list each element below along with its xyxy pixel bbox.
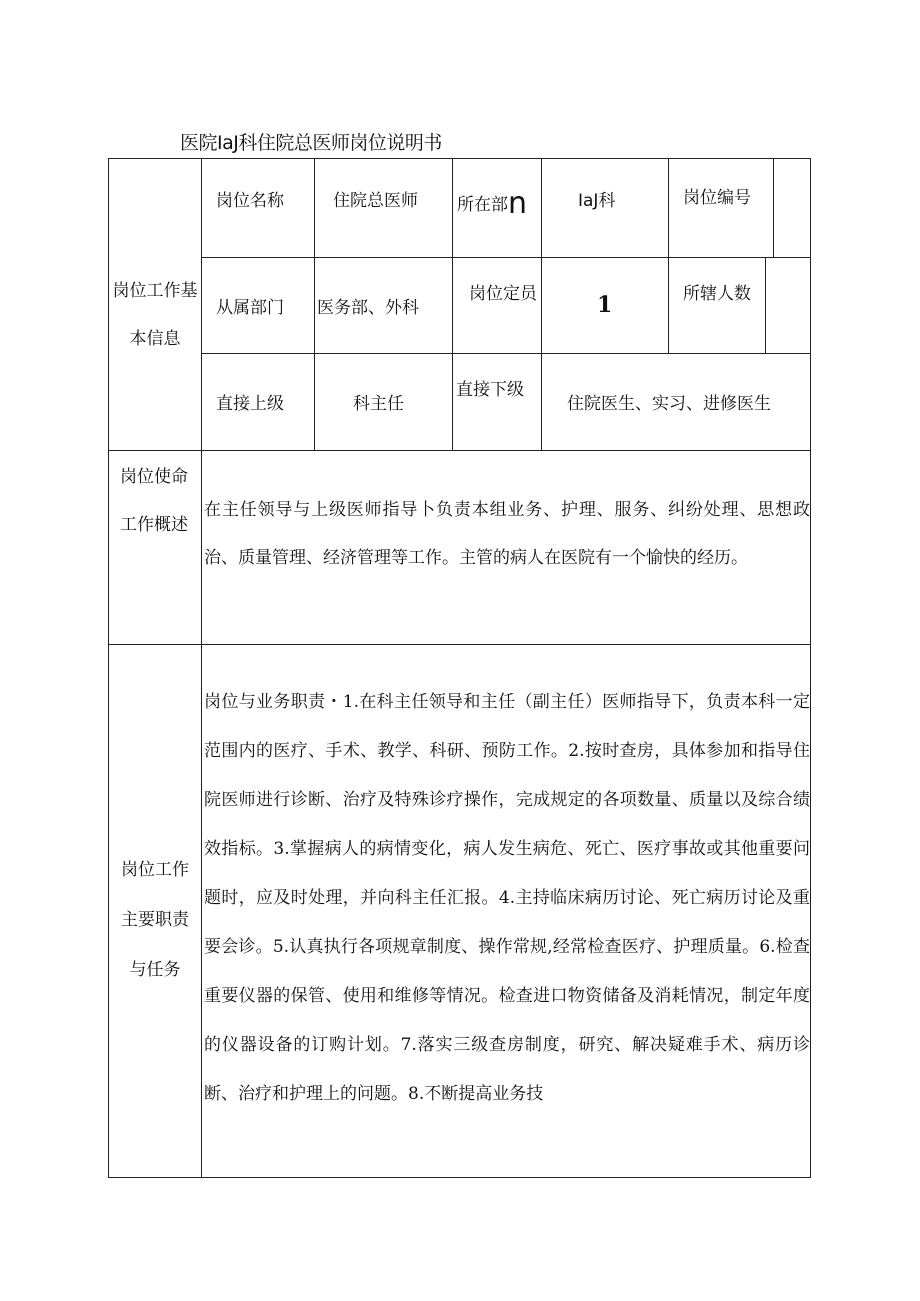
subordinates-label: 所辖人数 bbox=[683, 284, 751, 304]
dept-label: 所在部n bbox=[457, 186, 528, 221]
duties-text: 岗位与业务职责・1.在科主任领导和主任（副主任）医师指导下，负责本科一定范围内的医疗、手术、教学、科研、预防工作。2.按时查房，具体参加和指导住院医师进行诊断、治疗及特殊诊疗操作，完成规定的各项数量、质量以及综合绩效指标。3.掌握病人的病情变化，病人发生病危、死亡、医疗事故或其他重要问题时，应及时处理，并向科主任汇报。4.主持临床病历讨论、死亡病历讨论及重要会诊。5.认真执行各项规章制度、操作常规,经常检查医疗、护理质量。6.检查重要仪器的保管、使用和维修等情况。检查进口物资储备及消耗情况，制定年度的仪器设备的订购计划。7.落实三级查房制度，研究、解决疑难手术、病历诊断、治疗和护理上的问题。8.不断提高业务技 bbox=[204, 692, 810, 1104]
direct-reports-value: 住院医生、实习、进修医生 bbox=[567, 394, 771, 414]
position-code-label: 岗位编号 bbox=[683, 188, 751, 208]
duties-label: 岗位工作主要职责与任务 bbox=[121, 860, 189, 980]
direct-reports-label: 直接下级 bbox=[456, 380, 524, 400]
headcount-value: 1 bbox=[597, 292, 613, 318]
position-name-label: 岗位名称 bbox=[216, 191, 284, 211]
mission-text: 在主任领导与上级医师指导卜负责本组业务、护理、服务、纠纷处理、思想政治、质量管理、经济管理等工作。主管的病人在医院有一个愉快的经历。 bbox=[204, 500, 810, 568]
document-title: 医院IaJ科住院总医师岗位说明书 bbox=[180, 132, 442, 154]
position-name-value: 住院总医师 bbox=[333, 191, 418, 211]
basic-info-section-label: 岗位工作基本信息 bbox=[112, 281, 198, 349]
position-code-value bbox=[774, 159, 810, 257]
mission-label: 岗位使命工作概述 bbox=[120, 467, 188, 535]
supervisor-value: 科主任 bbox=[353, 394, 404, 414]
subordinates-value bbox=[766, 258, 810, 353]
headcount-label: 岗位定员 bbox=[469, 284, 537, 304]
dept-value: IaJ科 bbox=[578, 191, 616, 211]
parent-dept-value: 医务部、外科 bbox=[317, 298, 419, 318]
supervisor-label: 直接上级 bbox=[216, 394, 284, 414]
parent-dept-label: 从属部门 bbox=[216, 298, 284, 318]
